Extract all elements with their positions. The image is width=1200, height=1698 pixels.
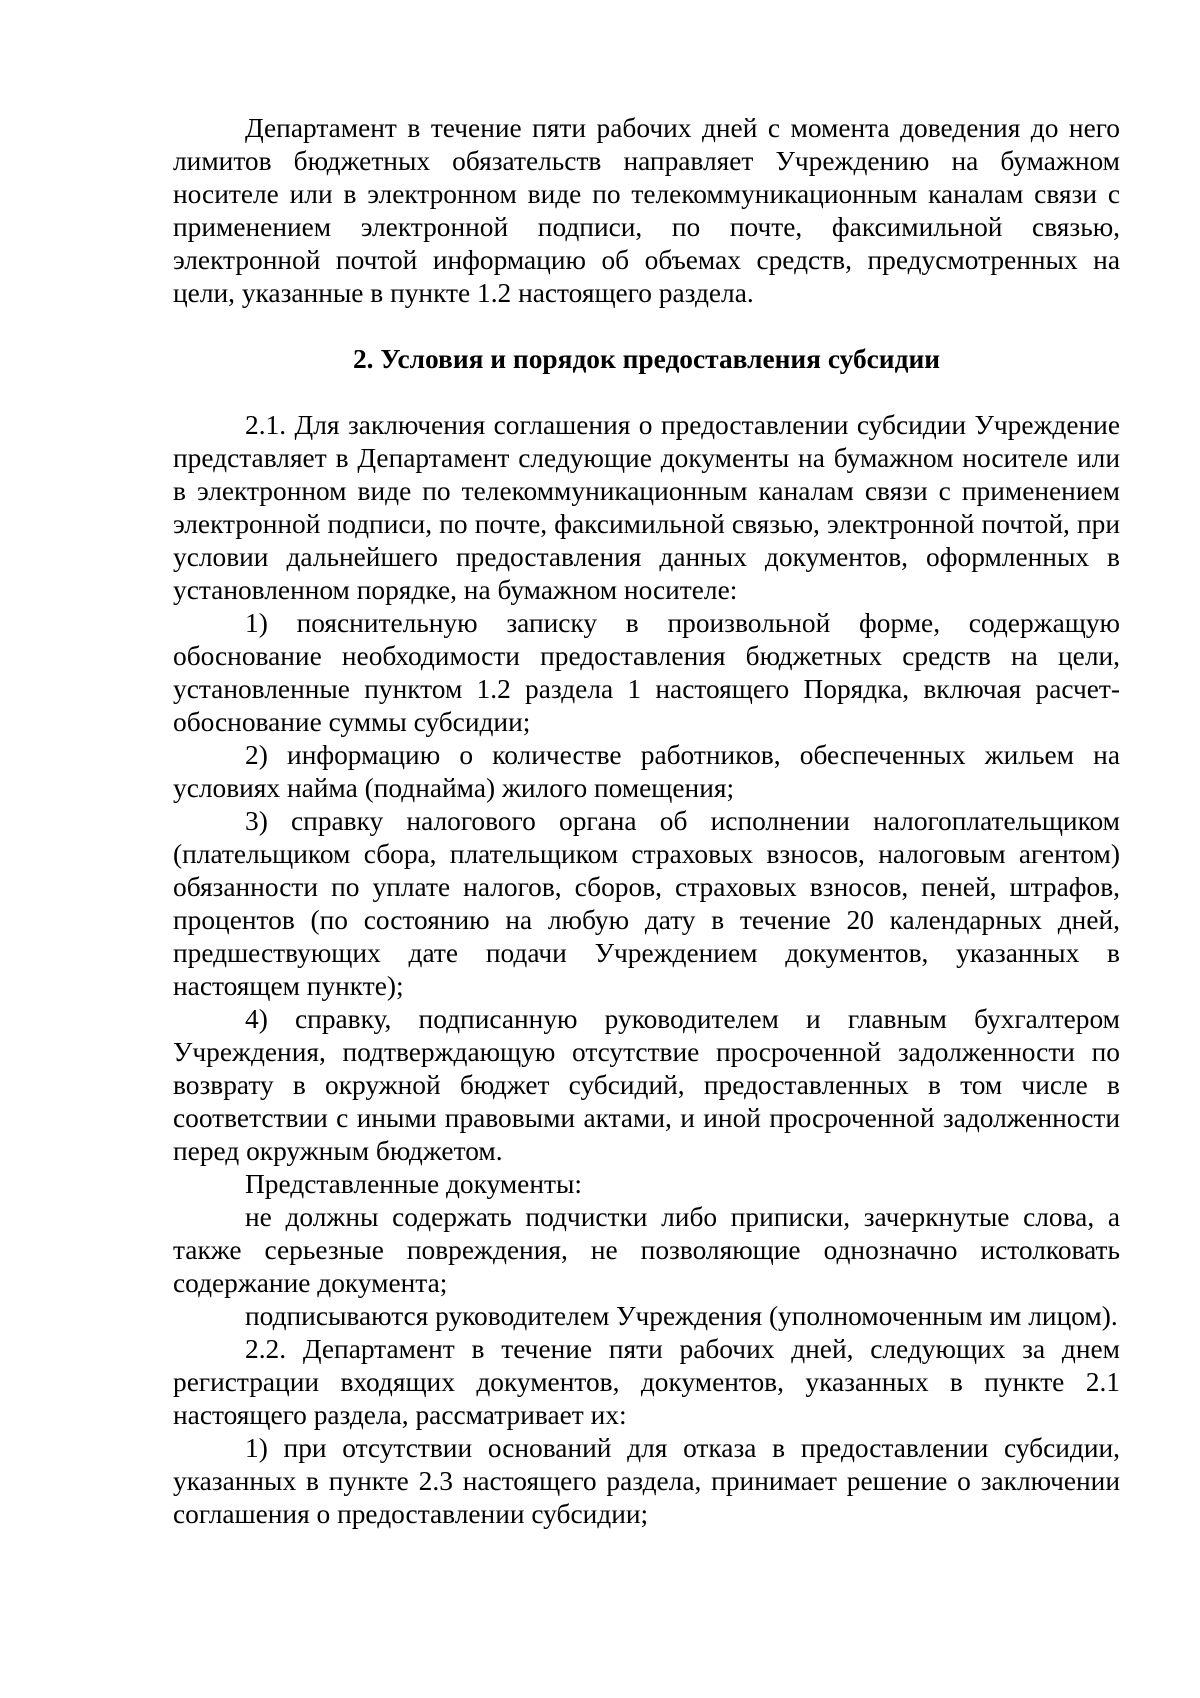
requirement-no-corrections: не должны содержать подчистки либо приписки, зачеркнутые слова, а также серьезные повреждения, не позволяющие однозначно истолковать содержание документа;: [173, 1202, 1120, 1298]
list-item-2: 2) информацию о количестве работников, обеспеченных жильем на условиях найма (поднайма) жилого помещения;: [173, 740, 1120, 803]
paragraph-2-2: 2.2. Департамент в течение пяти рабочих дней, следующих за днем регистрации входящих документов, документов, указанных в пункте 2.1 настоящего раздела, рассматривает их:: [173, 1334, 1120, 1430]
list-item-3: 3) справку налогового органа об исполнении налогоплательщиком (плательщиком сбора, плательщиком страховых взносов, налоговым агентом) обязанности по уплате налогов, сборов, страховых взносов, пеней, штрафов, процентов (по состоянию на любую дату в течение 20 календарных дней, предшествующих дате подачи Учреждением документов, указанных в настоящем пункте);: [173, 806, 1120, 1001]
paragraph-2-1: 2.1. Для заключения соглашения о предоставлении субсидии Учреждение представляет в Департамент следующие документы на бумажном носителе или в электронном виде по телекоммуникационным каналам связи с применением электронной подписи, по почте, факсимильной связью, электронной почтой, при условии дальнейшего предоставления данных документов, оформленных в установленном порядке, на бумажном носителе:: [173, 410, 1120, 605]
documents-requirements-intro: Представленные документы:: [245, 1169, 582, 1199]
list-item-2-2-1: 1) при отсутствии оснований для отказа в предоставлении субсидии, указанных в пункте 2.3 настоящего раздела, принимает решение о заключении соглашения о предоставлении субсидии;: [173, 1433, 1120, 1529]
list-item-1: 1) пояснительную записку в произвольной форме, содержащую обоснование необходимости предоставления бюджетных средств на цели, установленные пунктом 1.2 раздела 1 настоящего Порядка, включая расчет-обоснование суммы субсидии;: [173, 608, 1120, 737]
section-heading: 2. Условия и порядок предоставления субсидии: [352, 344, 941, 374]
intro-paragraph: Департамент в течение пяти рабочих дней с момента доведения до него лимитов бюджетных обязательств направляет Учреждению на бумажном носителе или в электронном виде по телекоммуникационным каналам связи с применением электронной подписи, по почте, факсимильной связью, электронной почтой информацию об объемах средств, предусмотренных на цели, указанные в пункте 1.2 настоящего раздела.: [173, 113, 1120, 308]
document-page: [173, 112, 1120, 1531]
requirement-signed: подписываются руководителем Учреждения (уполномоченным им лицом).: [245, 1301, 1118, 1331]
list-item-4: 4) справку, подписанную руководителем и главным бухгалтером Учреждения, подтверждающую отсутствие просроченной задолженности по возврату в окружной бюджет субсидий, предоставленных в том числе в соответствии с иными правовыми актами, и иной просроченной задолженности перед окружным бюджетом.: [173, 1004, 1120, 1166]
